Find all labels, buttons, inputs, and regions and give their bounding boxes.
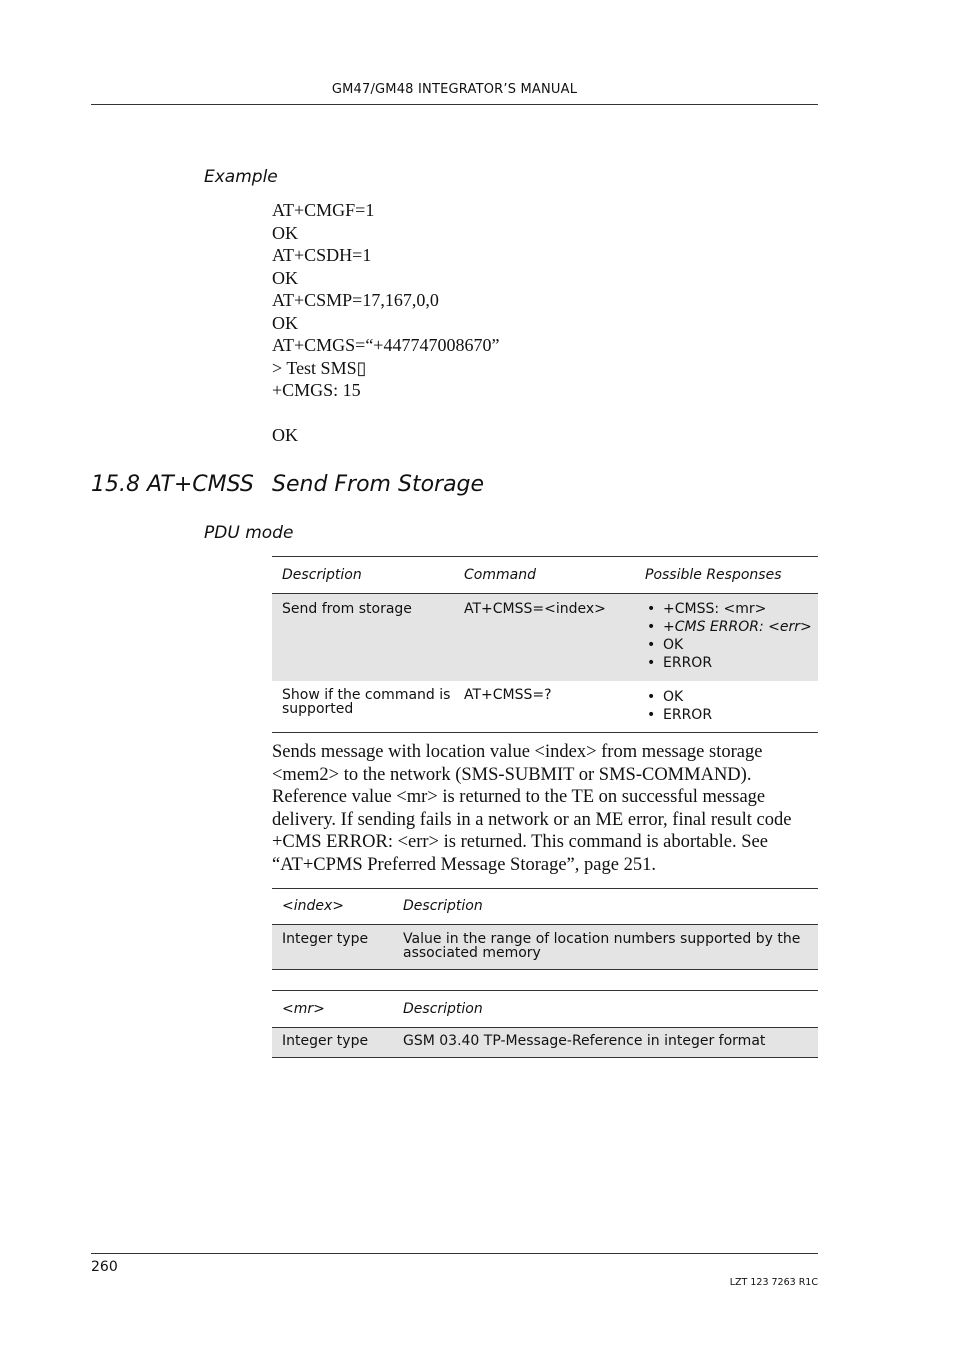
- table-row: [272, 681, 818, 733]
- row-type: Integer type: [272, 1028, 393, 1058]
- column-header: Description: [393, 889, 818, 925]
- code-line: OK: [272, 312, 298, 333]
- table-header-row: [272, 991, 818, 1028]
- column-header: Description: [393, 991, 818, 1028]
- paragraph-line: +CMS ERROR: <err> is returned. This command is abortable. See: [272, 832, 768, 852]
- section-number: 15.8 AT+CMSS: [91, 472, 254, 497]
- row-responses: [635, 594, 818, 682]
- list-item: • OK: [647, 637, 684, 653]
- response-list: [645, 688, 818, 724]
- list-item: • +CMS ERROR: <err>: [647, 619, 812, 635]
- code-line: OK: [272, 267, 298, 288]
- paragraph-line: Reference value <mr> is returned to the TE on successful message: [272, 787, 766, 807]
- example-code-block: [272, 199, 499, 447]
- row-type: Integer type: [272, 925, 393, 970]
- row-command: AT+CMSS=?: [464, 687, 552, 703]
- code-line: AT+CMGS=“+447747008670”: [272, 335, 500, 355]
- response-list: [645, 600, 818, 672]
- section-title: Send From Storage: [272, 472, 485, 497]
- header-rule: [91, 104, 818, 105]
- document-id: LZT 123 7263 R1C: [729, 1277, 818, 1288]
- footer-rule: [91, 1253, 818, 1254]
- row-description: Value in the range of location numbers supported by the associated memory: [393, 925, 818, 970]
- list-item: • OK: [647, 689, 684, 705]
- section-heading: [91, 472, 484, 497]
- column-header: <mr>: [272, 991, 393, 1028]
- table-row: [272, 1028, 818, 1058]
- paragraph-line: “AT+CPMS Preferred Message Storage”, page 251.: [272, 854, 656, 875]
- table-row: [272, 925, 818, 970]
- response-text: OK: [663, 637, 684, 653]
- response-text: ERROR: [663, 707, 713, 723]
- pdu-mode-label: PDU mode: [204, 523, 294, 543]
- mr-parameter-table: [272, 990, 818, 1058]
- table-header-row: [272, 889, 818, 925]
- response-text: OK: [663, 689, 684, 705]
- column-header: Command: [454, 557, 635, 594]
- running-header: GM47/GM48 INTEGRATOR’S MANUAL: [331, 82, 578, 97]
- list-item: • ERROR: [647, 707, 713, 723]
- code-line: AT+CMGF=1: [272, 200, 375, 220]
- index-parameter-table: [272, 888, 818, 970]
- command-table: [272, 556, 818, 733]
- column-header: Description: [272, 557, 454, 594]
- list-item: • +CMSS: <mr>: [647, 601, 767, 617]
- row-responses: [635, 681, 818, 733]
- row-description: Show if the command is supported: [282, 687, 451, 717]
- table-row: [272, 594, 818, 682]
- list-item: • ERROR: [647, 655, 713, 671]
- paragraph-line: Sends message with location value <index> from message storage: [272, 742, 763, 762]
- code-line: AT+CSDH=1: [272, 245, 372, 265]
- response-text: ERROR: [663, 655, 713, 671]
- row-description: Send from storage: [272, 594, 454, 682]
- code-line: OK: [272, 222, 298, 243]
- paragraph-line: delivery. If sending fails in a network or an ME error, final result code: [272, 809, 792, 830]
- code-line: +CMGS: 15: [272, 380, 361, 400]
- column-header: <index>: [272, 889, 393, 925]
- row-command: AT+CMSS=<index>: [454, 594, 635, 682]
- response-text: +CMS ERROR: <err>: [663, 619, 812, 635]
- code-line: OK: [272, 425, 298, 445]
- description-paragraph: [272, 741, 832, 876]
- code-line: AT+CSMP=17,167,0,0: [272, 290, 439, 310]
- column-header: Possible Responses: [635, 557, 818, 594]
- table-header-row: [272, 557, 818, 594]
- code-line: > Test SMS▯: [272, 357, 367, 378]
- paragraph-line: <mem2> to the network (SMS-SUBMIT or SMS-COMMAND).: [272, 764, 752, 785]
- page-number: 260: [91, 1259, 118, 1275]
- example-label: Example: [204, 167, 278, 187]
- row-description: GSM 03.40 TP-Message-Reference in integer format: [393, 1028, 818, 1058]
- code-line: [272, 402, 499, 425]
- response-text: +CMSS: <mr>: [663, 601, 767, 617]
